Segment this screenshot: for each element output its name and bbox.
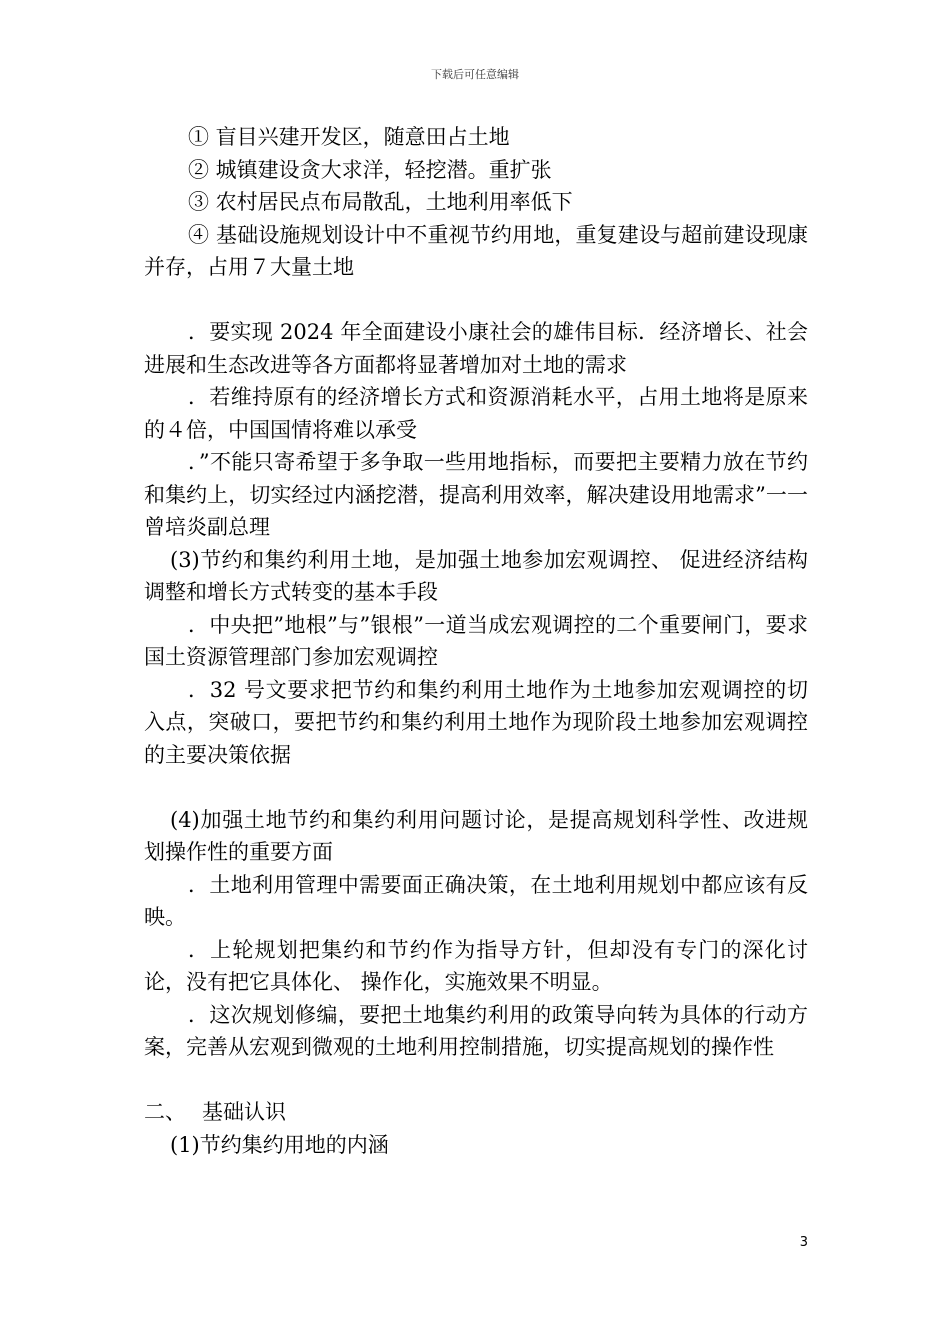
section-heading-4: (4)加强土地节约和集约利用问题讨论，是提高规划科学性、改进规划操作性的重要方面 [144, 807, 808, 864]
bullet-paragraph: ．若维持原有的经济增长方式和资源消耗水平，占用土地将是原来的４倍，中国国情将难以承受 [144, 385, 808, 442]
bullet-paragraph: ．上轮规划把集约和节约作为指导方针，但却没有专门的深化讨论，没有把它具体化、 操作化，实施效果不明显。 [144, 937, 808, 994]
bullet-paragraph: ．这次规划修编，要把土地集约利用的政策导向转为具体的行动方案，完善从宏观到微观的土地利用控制措施，切实提高规划的操作性 [144, 1002, 808, 1059]
bullet-paragraph: ．中央把”地根”与”银根”一道当成宏观调控的二个重要闸门，要求国土资源管理部门参加宏观调控 [144, 612, 808, 669]
chapter-heading [144, 1096, 808, 1129]
page-number: 3 [799, 1235, 808, 1250]
page-header: 下载后可任意编辑 [431, 68, 519, 81]
subsection-heading: (1)节约集约用地的内涵 [170, 1132, 389, 1157]
bullet-paragraph: ．”不能只寄希望于多争取一些用地指标，而要把主要精力放在节约和集约上，切实经过内涵挖潜，提高利用效率，解决建设用地需求”一一曾培炎副总理 [144, 450, 808, 539]
paragraph-gap [144, 1064, 808, 1097]
section-heading-3: (3)节约和集约利用土地，是加强土地参加宏观调控、 促进经济结构调整和增长方式转变的基本手段 [144, 547, 808, 604]
bullet-paragraph: ．土地利用管理中需要面正确决策，在土地利用规划中都应该有反映。 [144, 872, 808, 929]
paragraph-gap [144, 284, 808, 317]
document-body [144, 121, 808, 1161]
list-item: ① 盲目兴建开发区，随意田占土地 [188, 125, 510, 149]
bullet-paragraph: ．32 号文要求把节约和集约利用土地作为土地参加宏观调控的切入点，突破口，要把节约和集约利用土地作为现阶段土地参加宏观调控的主要决策依据 [144, 677, 808, 767]
list-item: ③ 农村居民点布局散乱，土地利用率低下 [188, 190, 573, 214]
chapter-number: 二、 [144, 1100, 186, 1124]
paragraph-gap [144, 771, 808, 804]
bullet-paragraph: ．要实现 2024 年全面建设小康社会的雄伟目标．经济增长、社会进展和生态改进等各方面都将显著增加对土地的需求 [144, 320, 808, 377]
list-item: ④ 基础设施规划设计中不重视节约用地，重复建设与超前建设现康并存，占用７大量土地 [144, 222, 808, 279]
list-item: ② 城镇建设贪大求洋，轻挖潜。重扩张 [188, 157, 552, 182]
chapter-title: 基础认识 [202, 1100, 286, 1124]
